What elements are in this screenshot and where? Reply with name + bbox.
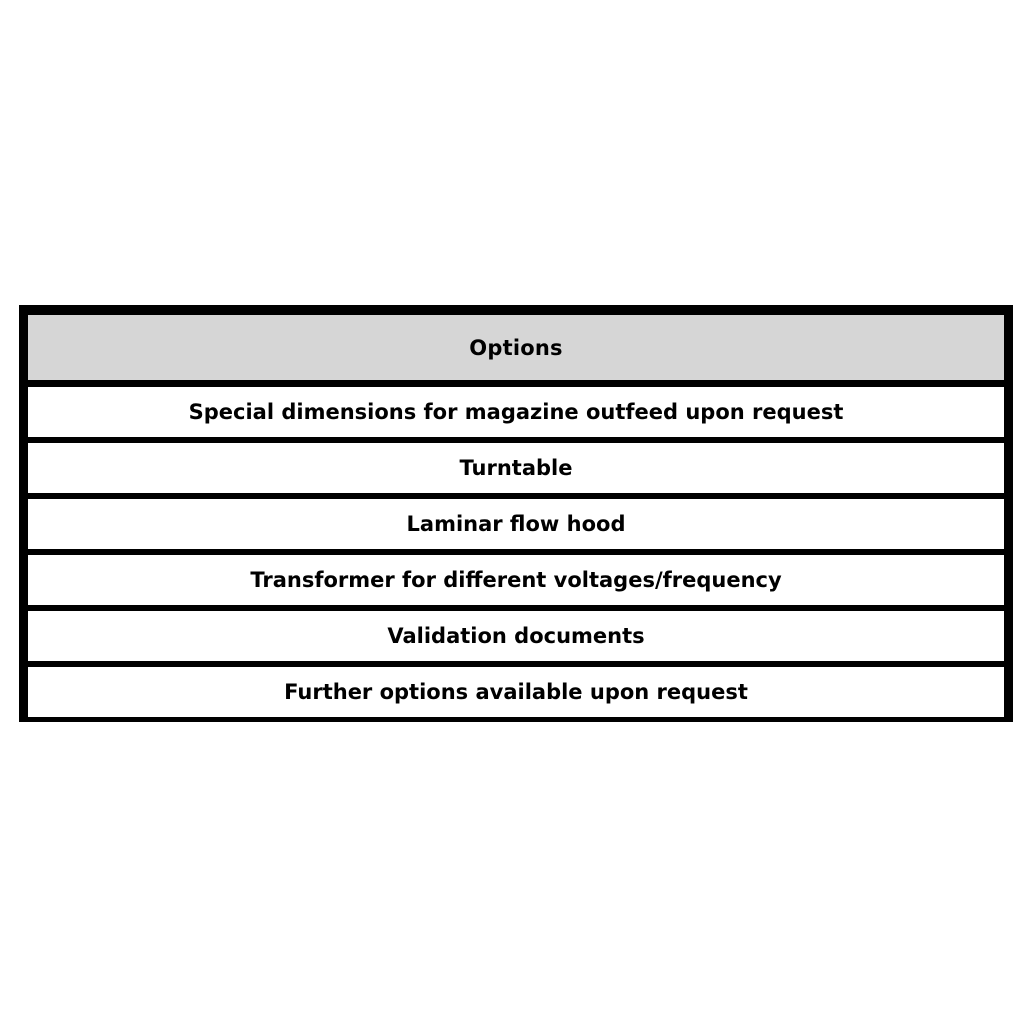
table-row [28,611,1004,661]
table-cell: Turntable [459,456,573,480]
table-cell: Transformer for different voltages/frequency [250,568,782,592]
table-row [28,387,1004,437]
table-cell: Validation documents [387,624,645,648]
table-header [28,315,1004,380]
table-row [28,443,1004,493]
table-row [28,555,1004,605]
table-row [28,667,1004,717]
table-cell: Further options available upon request [284,680,748,704]
options-table [19,305,1013,722]
table-cell: Laminar flow hood [406,512,626,536]
table-header-label: Options [469,335,563,360]
table-row [28,499,1004,549]
table-cell: Special dimensions for magazine outfeed upon request [188,400,844,424]
